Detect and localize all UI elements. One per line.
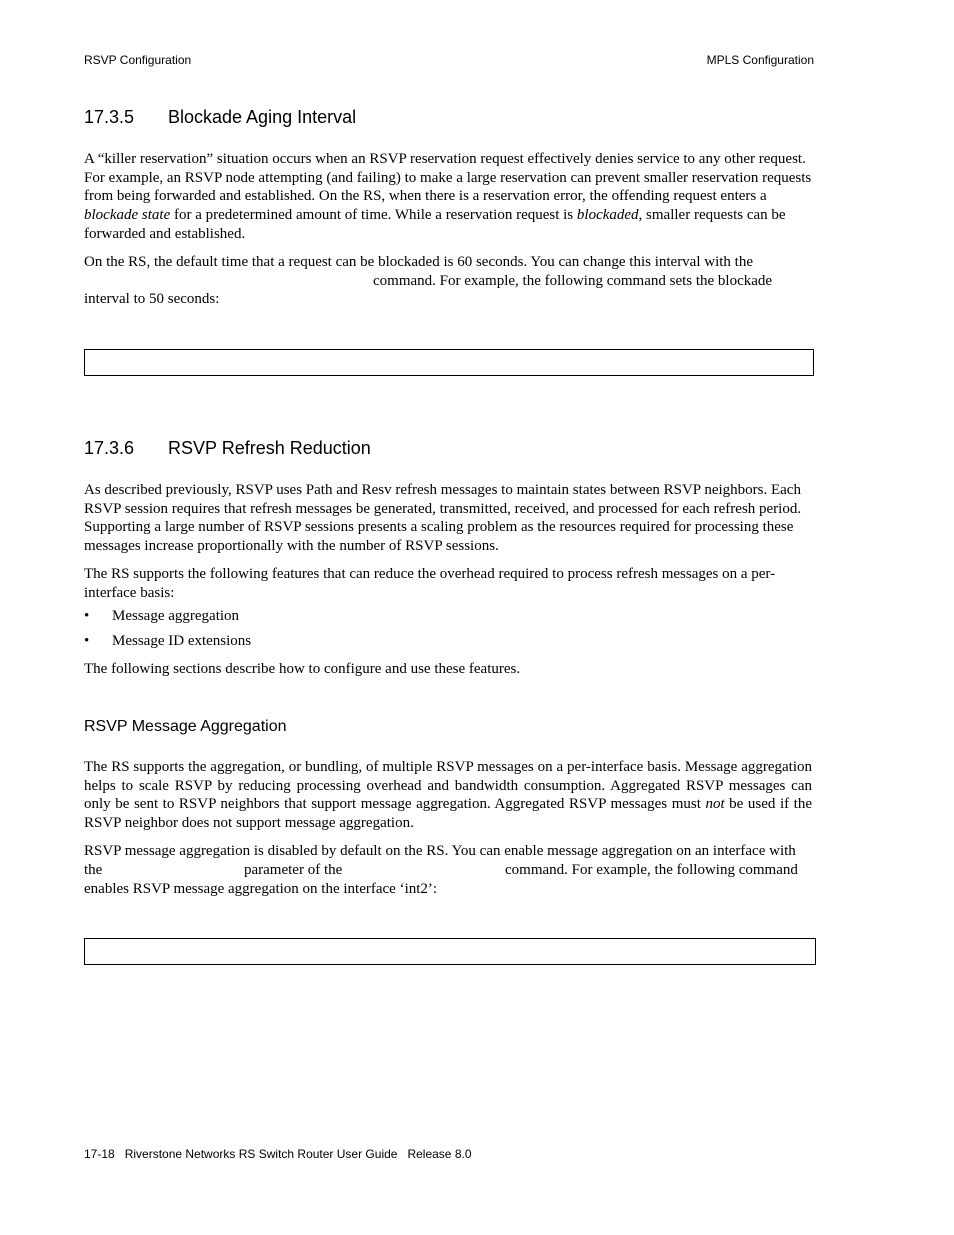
bullet-icon: •	[84, 633, 90, 649]
running-header-left: RSVP Configuration	[84, 53, 192, 67]
paragraph-sections-intro: The following sections describe how to configure and use these features.	[84, 661, 521, 677]
command-example-box	[84, 349, 814, 376]
paragraph-aggregation-enable-param: parameter of the	[244, 862, 343, 878]
section-title: Blockade Aging Interval	[168, 107, 357, 127]
paragraph-aggregation-overview: The RS supports the aggregation, or bundling, of multiple RSVP messages on a per-interface basis. Message aggregation helps to scale RSVP by reducing processing overhead and bandwidth consumption. Aggregated RSVP messages can only be sent to RSVP neighbors that support message aggregation. Aggregated RSVP messages must not be used if the RSVP neighbor does not support message aggregation.	[84, 759, 812, 832]
paragraph-refresh-overview: As described previously, RSVP uses Path and Resv refresh messages to maintain states between RSVP neighbors. Each RSVP session requires that refresh messages be generated, transmitted, received, and processed for each refresh period. Supporting a large number of RSVP sessions presents a scaling problem as the resources required for processing these messages increase proportionally with the number of RSVP sessions.	[84, 482, 802, 555]
paragraph-blockade-default-line3: interval to 50 seconds:	[84, 291, 220, 307]
section-number: 17.3.6	[84, 438, 135, 458]
section-heading-17-3-5	[84, 107, 356, 128]
section-heading-17-3-6	[84, 438, 371, 459]
paragraph-aggregation-enable-cmd: command. For example, the following command	[505, 862, 798, 878]
page-footer: 17-18 Riverstone Networks RS Switch Router User Guide Release 8.0	[84, 1147, 472, 1161]
list-item: • Message ID extensions	[84, 633, 252, 649]
paragraph-aggregation-enable-the: the	[84, 862, 103, 878]
section-title: RSVP Refresh Reduction	[168, 438, 371, 458]
list-item: • Message aggregation	[84, 608, 240, 624]
command-example-box	[84, 938, 816, 965]
running-header-right: MPLS Configuration	[706, 53, 814, 67]
paragraph-refresh-features: The RS supports the following features that can reduce the overhead required to process refresh messages on a per-interface basis:	[84, 566, 776, 601]
paragraph-killer-reservation: A “killer reservation” situation occurs when an RSVP reservation request effectively denies service to any other request. For example, an RSVP node attempting (and failing) to make a large reservation can prevent smaller reservation requests from being forwarded and established. On the RS, when there is a reservation error, the offending request enters a blockade state for a predetermined amount of time. While a reservation request is blockaded, smaller requests can be forwarded and established.	[84, 151, 812, 242]
section-number: 17.3.5	[84, 107, 135, 127]
paragraph-blockade-default-line2: command. For example, the following command sets the blockade	[373, 273, 773, 289]
subsection-heading-aggregation: RSVP Message Aggregation	[84, 718, 287, 735]
bullet-icon: •	[84, 608, 90, 624]
paragraph-blockade-default-line1: On the RS, the default time that a request can be blockaded is 60 seconds. You can change this interval with the	[84, 254, 754, 270]
paragraph-aggregation-enable-line3: enables RSVP message aggregation on the interface ‘int2’:	[84, 881, 438, 897]
paragraph-aggregation-enable-line1: RSVP message aggregation is disabled by default on the RS. You can enable message aggregation on an interface with	[84, 843, 796, 859]
